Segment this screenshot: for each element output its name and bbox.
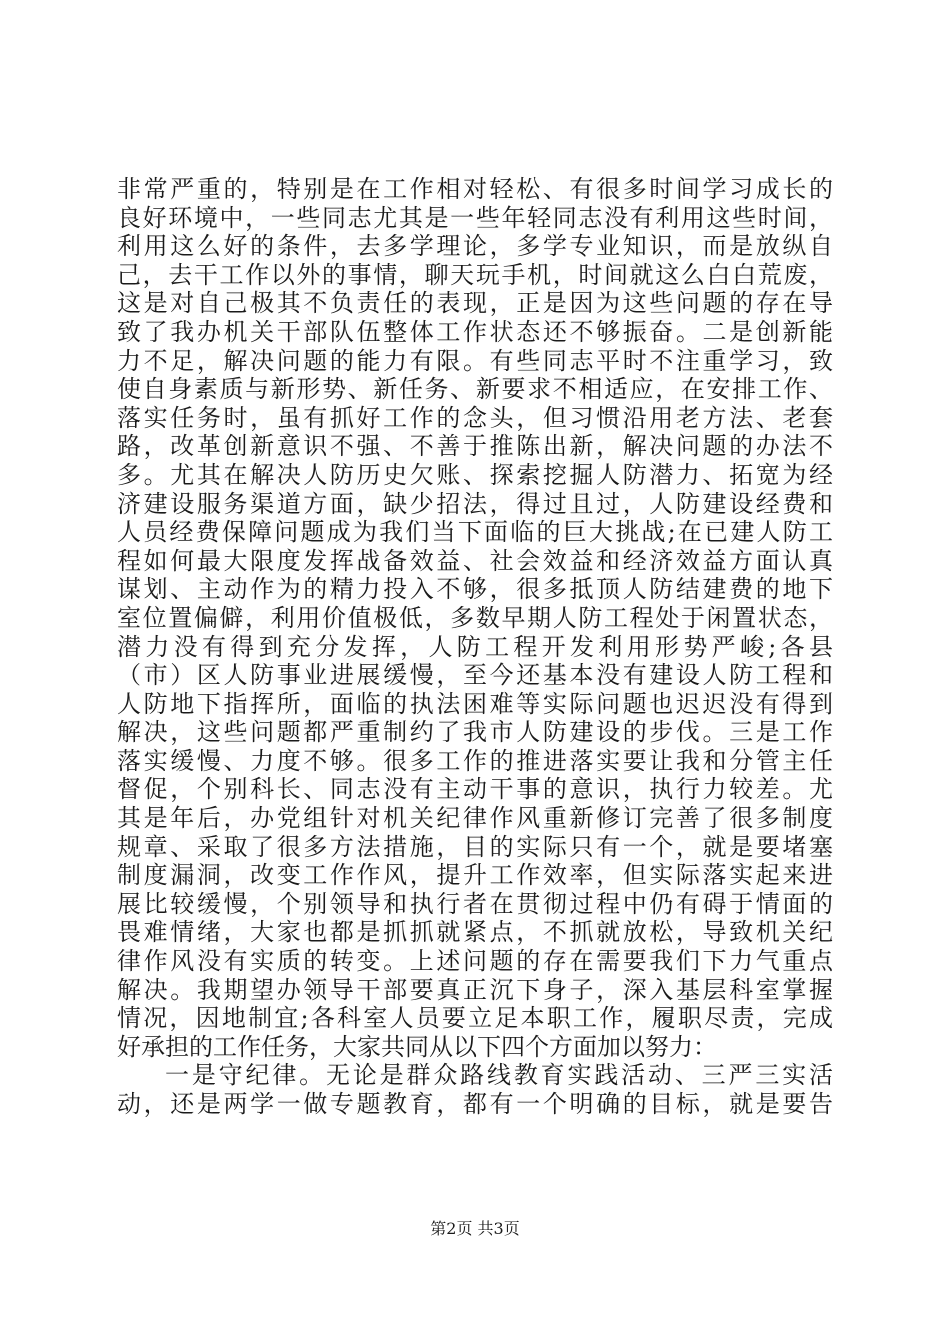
text-line: 路，改革创新意识不强、不善于推陈出新，解决问题的办法不	[117, 432, 833, 461]
text-line: 落实任务时，虽有抓好工作的念头，但习惯沿用老方法、老套	[117, 403, 833, 432]
text-line: 济建设服务渠道方面，缺少招法，得过且过，人防建设经费和	[117, 489, 833, 518]
text-line: 力不足，解决问题的能力有限。有些同志平时不注重学习，致	[117, 346, 833, 375]
document-body	[117, 175, 833, 1119]
text-line: 非常严重的，特别是在工作相对轻松、有很多时间学习成长的	[117, 175, 833, 203]
paragraph-start-line: 一是守纪律。无论是群众路线教育实践活动、三严三实活	[165, 1061, 833, 1090]
text-line: 好承担的工作任务，大家共同从以下四个方面加以努力：	[117, 1032, 717, 1061]
text-line: 督促，个别科长、同志没有主动干事的意识，执行力较差。尤	[117, 775, 833, 804]
text-line: 规章、采取了很多方法措施，目的实际只有一个，就是要堵塞	[117, 832, 833, 861]
text-line: 解决，这些问题都严重制约了我市人防建设的步伐。三是工作	[117, 718, 833, 747]
text-line: 落实缓慢、力度不够。很多工作的推进落实要让我和分管主任	[117, 746, 833, 775]
text-line: 室位置偏僻，利用价值极低，多数早期人防工程处于闲置状态，	[117, 603, 833, 632]
page-footer	[0, 1216, 950, 1239]
page-number: 第2页 共3页	[430, 1219, 520, 1238]
text-line: 谋划、主动作为的精力投入不够，很多抵顶人防结建费的地下	[117, 575, 833, 604]
text-line: 潜力没有得到充分发挥，人防工程开发利用形势严峻;各县	[117, 632, 833, 661]
text-line: 动，还是两学一做专题教育，都有一个明确的目标，就是要告	[117, 1090, 833, 1118]
text-line: 程如何最大限度发挥战备效益、社会效益和经济效益方面认真	[117, 546, 833, 575]
text-line: （市）区人防事业进展缓慢，至今还基本没有建设人防工程和	[117, 661, 833, 690]
text-line: 多。尤其在解决人防历史欠账、探索挖掘人防潜力、拓宽为经	[117, 460, 833, 489]
text-line: 这是对自己极其不负责任的表现，正是因为这些问题的存在导	[117, 289, 833, 318]
text-line: 情况，因地制宜;各科室人员要立足本职工作，履职尽责，完成	[117, 1004, 833, 1033]
text-line: 律作风没有实质的转变。上述问题的存在需要我们下力气重点	[117, 947, 833, 976]
text-line: 人员经费保障问题成为我们当下面临的巨大挑战;在已建人防工	[117, 518, 833, 547]
text-line: 展比较缓慢，个别领导和执行者在贯彻过程中仍有碍于情面的	[117, 889, 833, 918]
text-line: 其是年后，办党组针对机关纪律作风重新修订完善了很多制度	[117, 804, 833, 833]
text-line: 使自身素质与新形势、新任务、新要求不相适应，在安排工作、	[117, 375, 833, 404]
text-line: 解决。我期望办领导干部要真正沉下身子，深入基层科室掌握	[117, 975, 833, 1004]
text-line: 利用这么好的条件，去多学理论，多学专业知识，而是放纵自	[117, 232, 833, 261]
text-line: 良好环境中，一些同志尤其是一些年轻同志没有利用这些时间，	[117, 203, 833, 232]
text-line: 畏难情绪，大家也都是抓抓就紧点，不抓就放松，导致机关纪	[117, 918, 833, 947]
text-line: 致了我办机关干部队伍整体工作状态还不够振奋。二是创新能	[117, 317, 833, 346]
text-line: 人防地下指挥所，面临的执法困难等实际问题也迟迟没有得到	[117, 689, 833, 718]
text-line: 己，去干工作以外的事情，聊天玩手机，时间就这么白白荒废，	[117, 260, 833, 289]
text-line: 制度漏洞，改变工作作风，提升工作效率，但实际落实起来进	[117, 861, 833, 890]
